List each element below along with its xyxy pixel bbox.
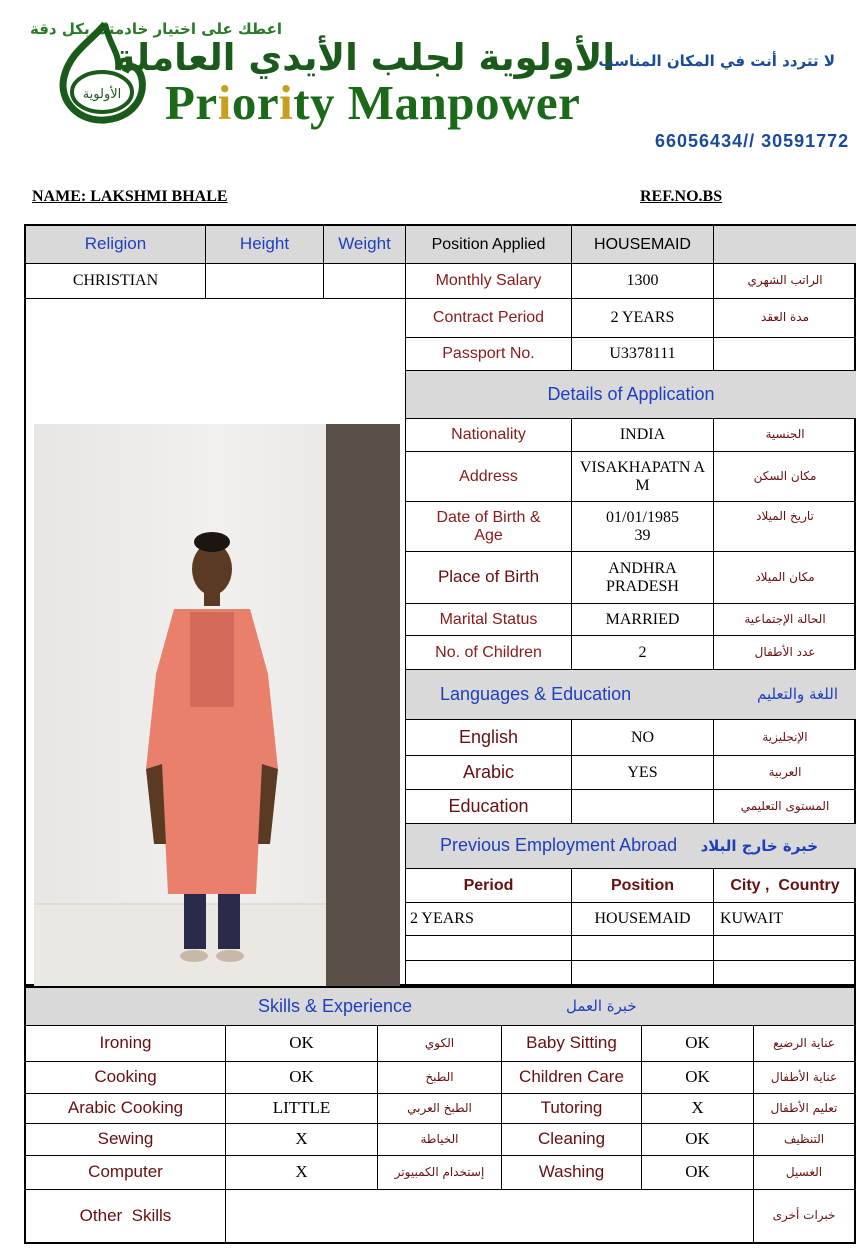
candidate-name: NAME: LAKSHMI BHALE — [32, 188, 228, 205]
weight-header: Weight — [324, 226, 406, 264]
religion-header: Religion — [26, 226, 206, 264]
skill-cleaning-arabic: التنظيف — [754, 1124, 854, 1156]
position-applied-arabic — [714, 226, 856, 264]
skill-cooking-value: OK — [226, 1062, 378, 1094]
english-label: English — [406, 720, 572, 756]
skill-cleaning-label: Cleaning — [502, 1124, 642, 1156]
position-applied-value: HOUSEMAID — [572, 226, 714, 264]
skills-header — [26, 986, 854, 1026]
marital-status-arabic: الحالة الإجتماعية — [714, 604, 856, 636]
skills-section — [24, 986, 856, 1244]
skill-arabiccooking-value: LITTLE — [226, 1094, 378, 1124]
marital-status-label: Marital Status — [406, 604, 572, 636]
skill-tutoring-label: Tutoring — [502, 1094, 642, 1124]
skill-computer-label: Computer — [26, 1156, 226, 1190]
english-arabic: الإنجليزية — [714, 720, 856, 756]
education-arabic: المستوى التعليمي — [714, 790, 856, 824]
languages-header — [406, 670, 856, 720]
previous-header-en: Previous Employment Abroad — [440, 835, 678, 856]
children-arabic: عدد الأطفال — [714, 636, 856, 670]
previous-header-ar: خبرة خارج البلاد — [700, 836, 818, 855]
prev-row-3-city — [714, 961, 856, 984]
skill-washing-arabic: الغسيل — [754, 1156, 854, 1190]
prev-row-3-period — [406, 961, 572, 984]
prev-row-1-city: KUWAIT — [714, 903, 856, 936]
skill-sewing-value: X — [226, 1124, 378, 1156]
skill-childrencare-arabic: عناية الأطفال — [754, 1062, 854, 1094]
passport-arabic — [714, 338, 856, 371]
monthly-salary-value: 1300 — [572, 264, 714, 299]
skill-washing-value: OK — [642, 1156, 754, 1190]
company-name-arabic: الأولوية لجلب الأيدي العاملة — [113, 36, 615, 79]
skills-header-ar: خبرة العمل — [566, 997, 637, 1016]
period-col-header: Period — [406, 869, 572, 903]
city-col-header: City , Country — [714, 869, 856, 903]
weight-value — [324, 264, 406, 299]
skill-childrencare-value: OK — [642, 1062, 754, 1094]
skill-sewing-arabic: الخياطة — [378, 1124, 502, 1156]
skill-washing-label: Washing — [502, 1156, 642, 1190]
company-name-english: Priority Manpower — [165, 75, 581, 130]
other-skills-label: Other Skills — [26, 1190, 226, 1242]
application-sheet — [24, 224, 856, 986]
passport-label: Passport No. — [406, 338, 572, 371]
skill-arabiccooking-label: Arabic Cooking — [26, 1094, 226, 1124]
tagline-arabic: اعطك على اختيار خادمتك بكل دقة — [30, 20, 282, 38]
skill-ironing-arabic: الكوي — [378, 1026, 502, 1062]
phone-numbers: 66056434// 30591772 — [655, 131, 850, 151]
contract-period-label: Contract Period — [406, 299, 572, 338]
prev-row-2-period — [406, 936, 572, 961]
reference-number: REF.NO.BS — [640, 188, 723, 205]
skill-cooking-arabic: الطبخ — [378, 1062, 502, 1094]
place-of-birth-label: Place of Birth — [406, 552, 572, 604]
education-label: Education — [406, 790, 572, 824]
contract-period-arabic: مدة العقد — [714, 299, 856, 338]
arabic-value: YES — [572, 756, 714, 790]
prev-row-2-city — [714, 936, 856, 961]
details-header: Details of Application — [406, 371, 856, 419]
skill-childrencare-label: Children Care — [502, 1062, 642, 1094]
slogan-arabic: لا تتردد أنت في المكان المناسب — [598, 52, 835, 70]
prev-row-1-position: HOUSEMAID — [572, 903, 714, 936]
skill-computer-arabic: إستخدام الكمبيوتر — [378, 1156, 502, 1190]
prev-row-2-position — [572, 936, 714, 961]
contract-period-value: 2 YEARS — [572, 299, 714, 338]
english-value: NO — [572, 720, 714, 756]
religion-value: CHRISTIAN — [26, 264, 206, 299]
monthly-salary-label: Monthly Salary — [406, 264, 572, 299]
height-header: Height — [206, 226, 324, 264]
height-value — [206, 264, 324, 299]
dob-value: 01/01/1985 39 — [572, 502, 714, 552]
skill-tutoring-value: X — [642, 1094, 754, 1124]
marital-status-value: MARRIED — [572, 604, 714, 636]
position-col-header: Position — [572, 869, 714, 903]
nationality-arabic: الجنسية — [714, 419, 856, 452]
other-skills-arabic: خبرات أخرى — [772, 1208, 836, 1223]
skill-arabiccooking-arabic: الطبخ العربي — [378, 1094, 502, 1124]
languages-header-en: Languages & Education — [440, 683, 632, 704]
nationality-value: INDIA — [572, 419, 714, 452]
monthly-salary-arabic: الراتب الشهري — [714, 264, 856, 299]
photo-panel — [26, 299, 406, 988]
address-arabic: مكان السكن — [714, 452, 856, 502]
arabic-label: Arabic — [406, 756, 572, 790]
address-label: Address — [406, 452, 572, 502]
children-label: No. of Children — [406, 636, 572, 670]
prev-row-1-period: 2 YEARS — [406, 903, 572, 936]
prev-row-3-position — [572, 961, 714, 984]
skill-babysitting-label: Baby Sitting — [502, 1026, 642, 1062]
nationality-label: Nationality — [406, 419, 572, 452]
skill-babysitting-arabic: عناية الرضيع — [754, 1026, 854, 1062]
skill-cooking-label: Cooking — [26, 1062, 226, 1094]
skills-header-en: Skills & Experience — [258, 995, 413, 1016]
languages-header-ar: اللغة والتعليم — [757, 685, 838, 704]
skill-tutoring-arabic: تعليم الأطفال — [754, 1094, 854, 1124]
other-skills-value — [226, 1190, 754, 1242]
position-applied-header: Position Applied — [406, 226, 572, 264]
svg-text:الأولوية: الأولوية — [82, 87, 122, 102]
children-value: 2 — [572, 636, 714, 670]
dob-arabic: تاريخ الميلاد — [714, 502, 856, 552]
previous-employment-header — [406, 824, 856, 869]
address-value: VISAKHAPATN AM — [572, 452, 714, 502]
arabic-arabic: العربية — [714, 756, 856, 790]
dob-label: Date of Birth & Age — [406, 502, 572, 552]
place-of-birth-value: ANDHRA PRADESH — [572, 552, 714, 604]
skill-sewing-label: Sewing — [26, 1124, 226, 1156]
passport-value: U3378111 — [572, 338, 714, 371]
place-of-birth-arabic: مكان الميلاد — [714, 552, 856, 604]
skill-babysitting-value: OK — [642, 1026, 754, 1062]
skill-ironing-value: OK — [226, 1026, 378, 1062]
skill-ironing-label: Ironing — [26, 1026, 226, 1062]
education-value — [572, 790, 714, 824]
candidate-photo — [34, 424, 400, 1012]
skill-cleaning-value: OK — [642, 1124, 754, 1156]
skill-computer-value: X — [226, 1156, 378, 1190]
